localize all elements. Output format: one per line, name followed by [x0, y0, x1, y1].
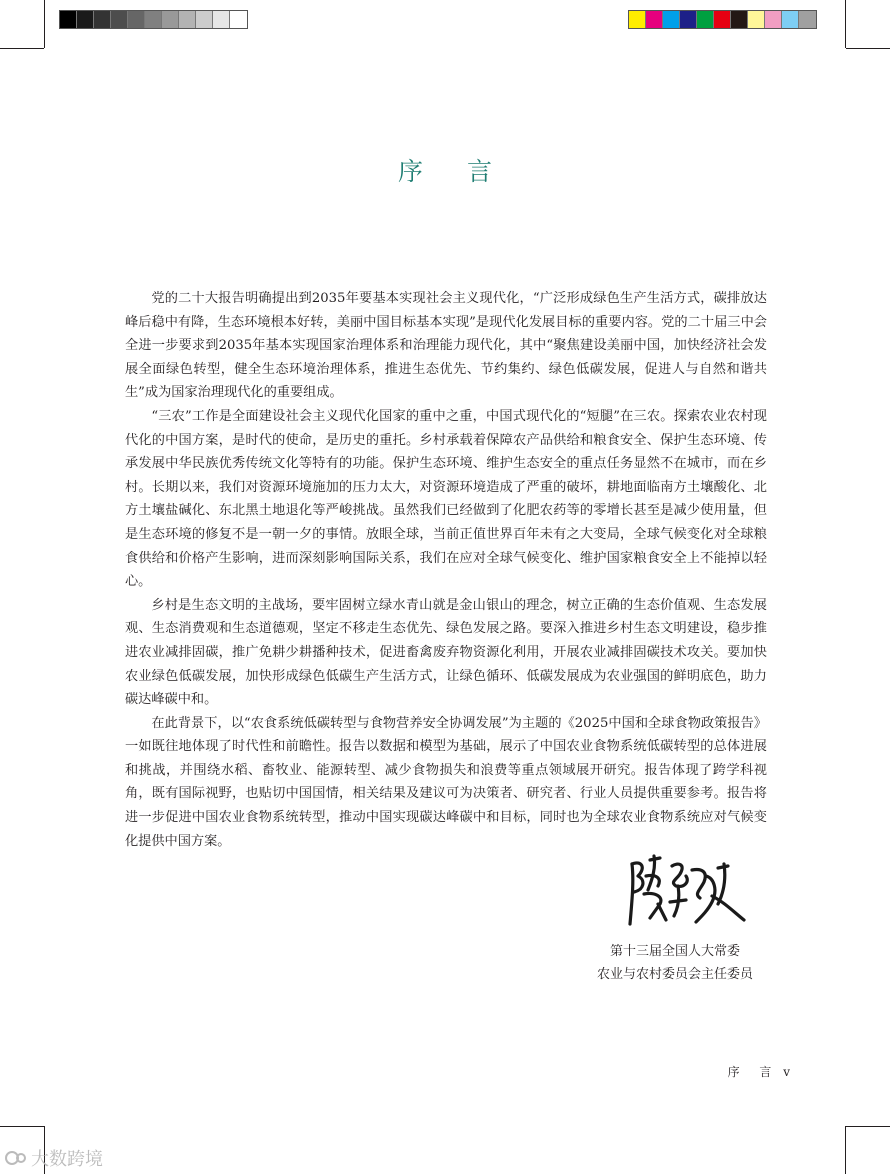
calibration-swatch	[731, 11, 748, 28]
grayscale-calibration-bar	[59, 10, 248, 29]
watermark-logo-icon	[4, 1149, 28, 1167]
calibration-swatch	[94, 11, 111, 28]
signatory-title: 第十三届全国人大常委	[609, 944, 740, 959]
calibration-swatch	[714, 11, 731, 28]
calibration-swatch	[697, 11, 714, 28]
calibration-swatch	[196, 11, 213, 28]
calibration-swatch	[782, 11, 799, 28]
calibration-swatch	[77, 11, 94, 28]
watermark	[4, 1145, 103, 1171]
calibration-swatch	[680, 11, 697, 28]
calibration-swatch	[748, 11, 765, 28]
calibration-swatch	[213, 11, 230, 28]
paragraph: “三农”工作是全面建设社会主义现代化国家的重中之重，中国式现代化的“短腿”在三农。探索农业农村现代化的中国方案，是时代的使命，是历史的重托。乡村承载着保障农产品供给和粮食安全、保护生态环境、传承发展中华民族优秀传统文化等特有的功能。保护生态环境、维护生态安全的重点任务显然不在城市，而在乡村。长期以来，我们对资源环境施加的压力太大，对资源环境造成了严重的破坏，耕地面临南方土壤酸化、北方土壤盐碱化、东北黑土地退化等严峻挑战。虽然我们已经做到了化肥农药等的零增长甚至是减少使用量，但是生态环境的修复不是一朝一夕的事情。放眼全球，当前正值世界百年未有之大变局，全球气候变化对全球粮食供给和价格产生影响，进而深刻影响国际关系，我们在应对全球气候变化、维护国家粮食安全上不能掉以轻心。	[125, 408, 767, 590]
crop-mark	[846, 1126, 890, 1127]
page-number: v	[783, 1065, 790, 1079]
calibration-swatch	[179, 11, 196, 28]
crop-mark	[0, 1126, 44, 1127]
calibration-swatch	[230, 11, 247, 28]
color-calibration-bar	[628, 10, 817, 29]
calibration-swatch	[646, 11, 663, 28]
calibration-swatch	[799, 11, 816, 28]
calibration-swatch	[162, 11, 179, 28]
calibration-swatch	[765, 11, 782, 28]
crop-mark	[845, 0, 846, 48]
crop-mark	[44, 0, 45, 48]
signatory-title: 农业与农村委员会主任委员	[596, 967, 753, 982]
calibration-swatch	[663, 11, 680, 28]
preface-body	[125, 287, 767, 853]
paragraph: 乡村是生态文明的主战场，要牢固树立绿水青山就是金山银山的理念，树立正确的生态价值观、生态发展观、生态消费观和生态道德观，坚定不移走生态优先、绿色发展之路。要深入推进乡村生态文明建设，稳步推进农业减排固碳，推广免耕少耕播种技术，促进畜禽废弃物资源化利用，开展农业减排固碳技术攻关。要加快农业绿色低碳发展，加快形成绿色低碳生产生活方式，让绿色循环、低碳发展成为农业强国的鲜明底色，助力碳达峰碳中和。	[125, 597, 767, 708]
calibration-swatch	[60, 11, 77, 28]
running-header: 序 言	[727, 1065, 780, 1079]
page-footer	[690, 1063, 790, 1080]
calibration-swatch	[128, 11, 145, 28]
page-title: 序 言	[398, 157, 510, 186]
watermark-text: 大数跨境	[31, 1149, 103, 1170]
crop-mark	[846, 48, 890, 49]
crop-mark	[0, 48, 44, 49]
calibration-swatch	[629, 11, 646, 28]
handwritten-signature	[620, 846, 750, 936]
calibration-swatch	[145, 11, 162, 28]
crop-mark	[845, 1126, 846, 1174]
paragraph: 党的二十大报告明确提出到2035年要基本实现社会主义现代化，“广泛形成绿色生产生活方式，碳排放达峰后稳中有降，生态环境根本好转，美丽中国目标基本实现”是现代化发展目标的重要内容。党的二十届三中会全进一步要求到2035年基本实现国家治理体系和治理能力现代化，其中“聚焦建设美丽中国，加快经济社会发展全面绿色转型，健全生态环境治理体系，推进生态优先、节约集约、绿色低碳发展，促进人与自然和谐共生”成为国家治理现代化的重要组成。	[125, 291, 767, 401]
calibration-swatch	[111, 11, 128, 28]
paragraph: 在此背景下，以“农食系统低碳转型与食物营养安全协调发展”为主题的《2025中国和全球食物政策报告》一如既往地体现了时代性和前瞻性。报告以数据和模型为基础，展示了中国农业食物系统低碳转型的总体进展和挑战，并围绕水稻、畜牧业、能源转型、减少食物损失和浪费等重点领域展开研究。报告体现了跨学科视角，既有国际视野，也贴切中国国情，相关结果及建议可为决策者、研究者、行业人员提供重要参考。报告将进一步促进中国农业食物系统转型，推动中国实现碳达峰碳中和目标，同时也为全球农业食物系统应对气候变化提供中国方案。	[125, 715, 767, 849]
